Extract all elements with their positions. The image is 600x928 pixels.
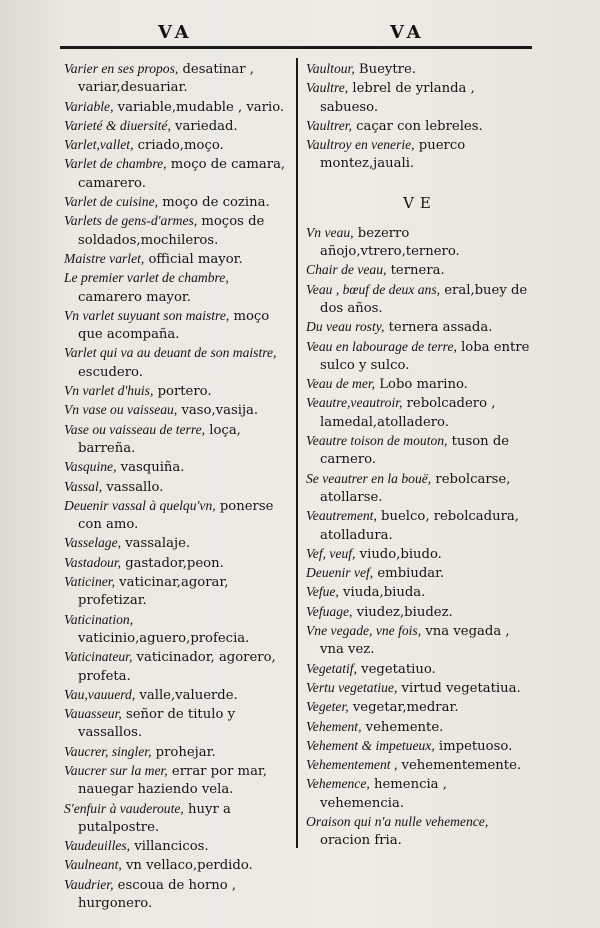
dictionary-entry — [306, 470, 534, 508]
entry-headword: Varier en ses propos, — [64, 61, 179, 76]
dictionary-entry — [306, 718, 534, 737]
entry-headword: Vaudeuilles, — [64, 838, 131, 854]
entry-headword: Vassal, — [64, 478, 103, 494]
entry-definition: escoua de horno , hurgonero. — [78, 877, 237, 912]
entry-headword: Vehement, — [306, 718, 362, 734]
entry-headword: Vn veau, — [306, 224, 354, 240]
entry-headword: Variable, — [64, 98, 114, 114]
entry-definition: variable,mudable , vario. — [113, 99, 285, 115]
entry-headword: Vase ou vaisseau de terre, — [64, 421, 206, 437]
dictionary-entry — [306, 375, 534, 394]
entry-headword: Veau de mer, — [306, 376, 376, 392]
entry-headword: Vasselage, — [64, 535, 122, 551]
dictionary-entry — [64, 269, 292, 307]
right-column — [306, 60, 534, 851]
dictionary-entry — [306, 394, 534, 432]
entry-headword: Veautre toison de mouton, — [306, 433, 448, 449]
entry-headword: Vaultroy en venerie, — [306, 137, 415, 153]
dictionary-entry — [64, 250, 292, 269]
entry-definition: buelco, rebolcadura, atolladura. — [320, 509, 519, 543]
dictionary-entry — [306, 117, 534, 136]
entry-definition: vn vellaco,perdido. — [121, 858, 253, 874]
entry-definition: vaticinar,agorar, profetizar. — [78, 575, 229, 609]
entry-definition: Bueytre. — [354, 62, 416, 77]
entry-definition: ternera assada. — [384, 320, 493, 336]
entry-headword: Vefue, — [306, 584, 339, 600]
entry-definition: valle,valuerde. — [135, 687, 238, 703]
dictionary-entry — [306, 79, 534, 117]
entry-headword: Vertu vegetatiue, — [306, 679, 398, 695]
dictionary-entry — [306, 545, 534, 564]
dictionary-entry — [64, 705, 292, 743]
entry-definition: viudez,biudez. — [352, 604, 453, 620]
entry-definition: tuson de carnero. — [320, 434, 510, 468]
entry-headword: Chair de veau, — [306, 262, 387, 278]
dictionary-entry — [306, 660, 534, 679]
dictionary-entry — [64, 837, 292, 856]
column-divider — [296, 58, 298, 848]
entry-headword: Vaultrer, — [306, 117, 352, 133]
entry-headword: Oraison qui n'a nulle vehemence, — [306, 813, 489, 829]
entry-headword: Vasquine, — [64, 459, 117, 475]
entry-headword: Vaulneant, — [64, 857, 122, 873]
dictionary-entry — [306, 775, 534, 813]
entry-headword: Vn varlet d'huis, — [64, 383, 154, 399]
entry-definition: vassalaje. — [121, 536, 191, 552]
entry-definition: vegetatiuo. — [356, 661, 436, 677]
entry-headword: Varlets de gens-d'armes, — [64, 213, 198, 229]
dictionary-entry — [64, 611, 292, 649]
entry-headword: Du veau rosty, — [306, 319, 385, 335]
entry-definition: caçar con lebreles. — [351, 118, 483, 134]
entry-headword: Varlet de cuisine, — [64, 194, 159, 210]
entry-headword: Se veautrer en la bouë, — [306, 470, 432, 486]
entry-headword: Vn vase ou vaisseau, — [64, 402, 178, 418]
entry-definition: loça, barreña. — [78, 422, 241, 456]
entry-headword: Vehementement , — [306, 757, 398, 773]
entry-headword: Varieté & diuersité, — [64, 117, 171, 133]
entry-headword: Varlet de chambre, — [64, 156, 167, 172]
entry-definition: rebolcarse, atollarse. — [320, 471, 511, 505]
entry-headword: Vn varlet suyuant son maistre, — [64, 307, 230, 323]
dictionary-entry — [306, 698, 534, 717]
dictionary-entry — [64, 212, 292, 250]
entry-definition: impetuoso. — [434, 738, 513, 754]
dictionary-entry — [306, 622, 534, 660]
entry-definition: vaticinador, agorero, profeta. — [78, 650, 276, 684]
entry-definition: variedad. — [170, 118, 238, 134]
dictionary-entry — [64, 401, 292, 420]
entry-definition: embiudar. — [373, 566, 445, 582]
entry-headword: Vauasseur, — [64, 706, 122, 722]
dictionary-entry — [306, 583, 534, 602]
running-header — [62, 22, 532, 44]
entry-definition: criado,moço. — [133, 138, 224, 154]
entry-definition: ternera. — [386, 263, 445, 279]
dictionary-entry — [64, 534, 292, 553]
dictionary-entry — [64, 478, 292, 497]
entry-headword: Vaticination, — [64, 611, 134, 627]
entry-definition: desatinar , variar,desuariar. — [78, 62, 254, 96]
entry-definition: villancicos. — [130, 839, 209, 855]
dictionary-entry — [64, 193, 292, 212]
section-heading: VE — [403, 193, 437, 212]
entry-headword: Veau , bœuf de deux ans, — [306, 281, 441, 297]
dictionary-entry — [306, 432, 534, 470]
entry-definition: viuda,biuda. — [338, 585, 426, 601]
right-entries-top — [306, 60, 534, 174]
entry-definition: vaticinio,aguero,profecia. — [78, 630, 250, 646]
entry-definition: hemencia , vehemencia. — [320, 777, 447, 811]
dictionary-entry — [64, 60, 292, 98]
entry-definition: vehementemente. — [397, 758, 522, 774]
entry-definition: escudero. — [78, 364, 143, 380]
right-entries-bottom — [306, 224, 534, 851]
entry-definition: loba entre sulco y sulco. — [320, 339, 530, 373]
entry-definition: eral,buey de dos años. — [320, 282, 528, 316]
dictionary-entry — [64, 554, 292, 573]
dictionary-entry — [306, 507, 534, 545]
dictionary-entry — [306, 136, 534, 174]
entry-definition: official mayor. — [144, 251, 243, 267]
entry-definition: viudo,biudo. — [355, 546, 442, 562]
header-left: VA — [158, 22, 193, 43]
entry-headword: Vehement & impetueux, — [306, 737, 435, 753]
dictionary-entry — [64, 421, 292, 459]
entry-definition: gastador,peon. — [121, 555, 224, 571]
entry-headword: Maistre varlet, — [64, 250, 145, 266]
entry-definition: prohejar. — [151, 744, 216, 760]
entry-headword: Varlet qui va au deuant de son maistre, — [64, 345, 277, 361]
entry-definition: huyr a putalpostre. — [78, 801, 231, 835]
dictionary-entry — [306, 338, 534, 376]
dictionary-entry — [64, 686, 292, 705]
entry-definition: moços de soldados,mochileros. — [78, 214, 265, 248]
dictionary-entry — [306, 756, 534, 775]
dictionary-entry — [306, 60, 534, 79]
entry-definition: señor de titulo y vassallos. — [78, 707, 236, 741]
dictionary-entry — [306, 261, 534, 280]
dictionary-entry — [306, 281, 534, 319]
dictionary-entry — [306, 603, 534, 622]
entry-definition: virtud vegetatiua. — [397, 680, 521, 696]
dictionary-entry — [64, 876, 292, 914]
entry-headword: Vehemence, — [306, 776, 370, 792]
entry-headword: Vaudrier, — [64, 876, 114, 892]
entry-headword: Vaucrer sur la mer, — [64, 762, 168, 778]
entry-headword: Deuenir vassal à quelqu'vn, — [64, 497, 216, 513]
dictionary-entry — [306, 813, 534, 851]
dictionary-entry — [64, 307, 292, 345]
dictionary-entry — [64, 743, 292, 762]
entry-headword: Vegetatif, — [306, 660, 357, 676]
entry-headword: Veau en labourage de terre, — [306, 338, 457, 354]
entry-definition: lebrel de yrlanda , sabueso. — [320, 81, 475, 115]
entry-definition: moço de cozina. — [158, 195, 270, 211]
entry-headword: Vastadour, — [64, 554, 122, 570]
entry-definition: vaso,vasija. — [177, 403, 259, 419]
entry-definition: vna vegada , vna vez. — [320, 624, 510, 658]
dictionary-entry — [306, 564, 534, 583]
entry-headword: Vef, veuf, — [306, 545, 356, 561]
entry-headword: Le premier varlet de chambre, — [64, 270, 229, 286]
entry-definition: bezerro añojo,vtrero,ternero. — [320, 225, 460, 260]
entry-headword: Vefuage, — [306, 603, 353, 619]
entry-definition: portero. — [153, 384, 212, 400]
dictionary-entry — [64, 98, 292, 117]
dictionary-entry — [64, 573, 292, 611]
entry-definition: vegetar,medrar. — [348, 700, 459, 716]
entry-definition: vassallo. — [102, 479, 164, 495]
dictionary-entry — [64, 800, 292, 838]
entry-headword: Deuenir vef, — [306, 565, 374, 581]
dictionary-entry — [306, 224, 534, 262]
entry-headword: Vaticiner, — [64, 574, 115, 590]
entry-headword: Vaucrer, singler, — [64, 743, 152, 759]
entry-definition: moço que acompaña. — [78, 308, 270, 343]
entry-definition: moço de camara, camarero. — [78, 157, 286, 191]
entry-definition: puerco montez,jauali. — [320, 138, 466, 172]
dictionary-entry — [64, 762, 292, 800]
entry-headword: S'enfuir à vauderoute, — [64, 800, 184, 816]
dictionary-entry — [306, 737, 534, 756]
dictionary-entry — [64, 155, 292, 193]
entry-definition: vehemente. — [361, 719, 444, 735]
entry-definition: errar por mar, nauegar haziendo vela. — [78, 763, 267, 798]
entry-definition: Lobo marino. — [375, 377, 468, 393]
entry-definition: rebolcadero , lamedal,atolladero. — [320, 396, 496, 430]
dictionary-entry — [64, 136, 292, 155]
dictionary-entry — [64, 117, 292, 136]
dictionary-entry — [64, 382, 292, 401]
entry-headword: Vegeter, — [306, 699, 349, 715]
dictionary-entry — [64, 856, 292, 875]
dictionary-entry — [64, 648, 292, 686]
left-column — [64, 60, 292, 913]
entry-definition: vasquiña. — [116, 460, 185, 476]
dictionary-entry — [306, 679, 534, 698]
dictionary-entry — [306, 318, 534, 337]
entry-headword: Vne vegade, vne fois, — [306, 623, 422, 639]
dictionary-entry — [64, 344, 292, 382]
entry-headword: Varlet,vallet, — [64, 137, 134, 153]
dictionary-entry — [64, 497, 292, 535]
header-right: VA — [390, 22, 425, 43]
entry-headword: Vau,vauuerd, — [64, 686, 136, 702]
entry-definition: ponerse con amo. — [78, 498, 274, 533]
header-rule — [60, 46, 532, 49]
dictionary-entry — [64, 458, 292, 477]
entry-definition: camarero mayor. — [78, 289, 191, 305]
entry-headword: Veautrement, — [306, 508, 377, 524]
entry-headword: Vaultre, — [306, 80, 349, 96]
entry-headword: Vaticinateur, — [64, 649, 133, 665]
entry-headword: Veautre,veautroir, — [306, 395, 403, 411]
entry-headword: Vaultour, — [306, 61, 355, 76]
entry-definition: oracion fria. — [320, 833, 402, 849]
